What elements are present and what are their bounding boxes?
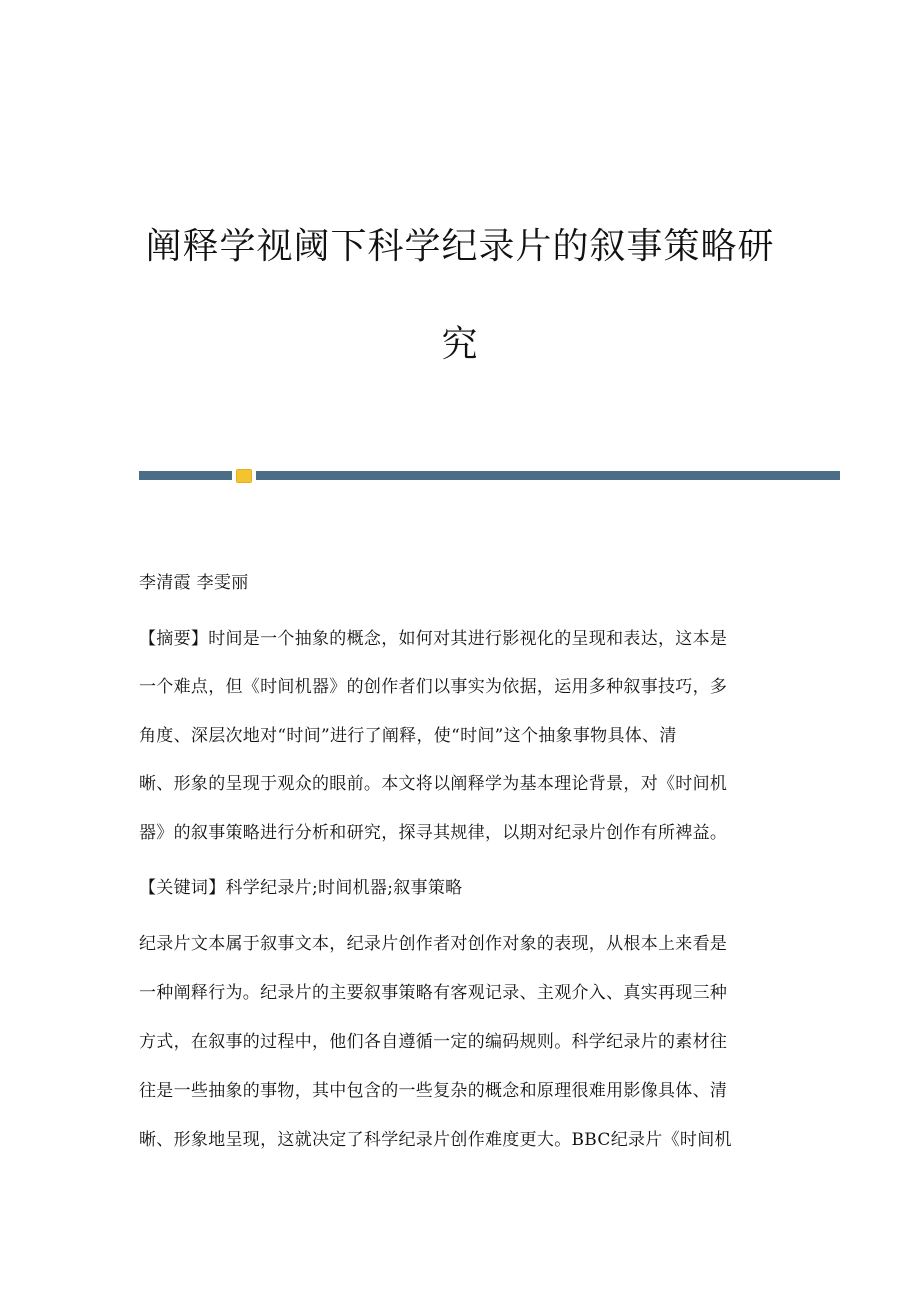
abstract-line: 【摘要】时间是一个抽象的概念，如何对其进行影视化的呈现和表达，这本是	[139, 629, 728, 649]
title-divider	[139, 471, 840, 480]
document-title-line-1: 阐释学视阈下科学纪录片的叙事策略研	[145, 226, 775, 267]
body-line: 纪录片文本属于叙事文本，纪录片创作者对创作对象的表现，从根本上来看是	[139, 934, 728, 954]
document-title-line-2: 究	[441, 324, 479, 365]
abstract-line: 晰、形象的呈现于观众的眼前。本文将以阐释学为基本理论背景，对《时间机	[139, 774, 728, 794]
authors: 李清霞 李雯丽	[139, 573, 249, 593]
body-line: 方式，在叙事的过程中，他们各自遵循一定的编码规则。科学纪录片的素材往	[139, 1032, 728, 1052]
ornament-icon	[236, 469, 252, 483]
body-line: 一种阐释行为。纪录片的主要叙事策略有客观记录、主观介入、真实再现三种	[139, 983, 728, 1003]
divider-bar-right	[256, 471, 840, 480]
abstract-line: 一个难点，但《时间机器》的创作者们以事实为依据，运用多种叙事技巧，多	[139, 677, 728, 697]
body-line: 往是一些抽象的事物，其中包含的一些复杂的概念和原理很难用影像具体、清	[139, 1081, 728, 1101]
body-line: 晰、形象地呈现，这就决定了科学纪录片创作难度更大。BBC纪录片《时间机	[139, 1130, 732, 1150]
keywords: 【关键词】科学纪录片;时间机器;叙事策略	[139, 878, 463, 898]
abstract-line: 角度、深层次地对“时间”进行了阐释，使“时间”这个抽象事物具体、清	[139, 726, 677, 746]
divider-bar-left	[139, 471, 232, 480]
abstract-line: 器》的叙事策略进行分析和研究，探寻其规律，以期对纪录片创作有所裨益。	[139, 823, 728, 843]
